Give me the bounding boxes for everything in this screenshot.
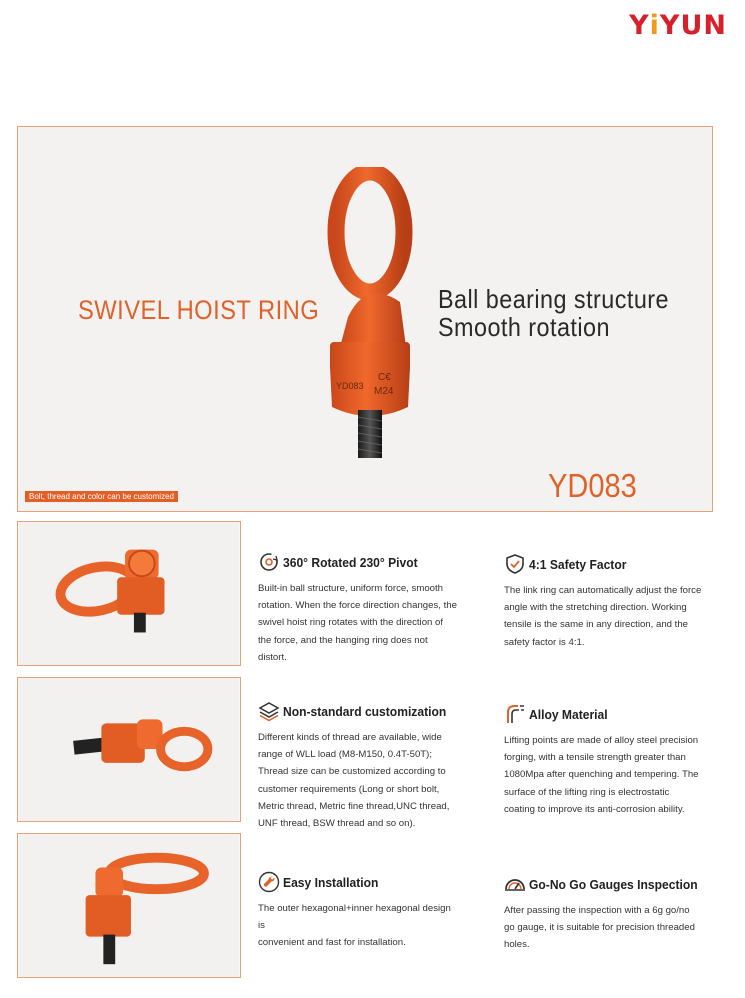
feature-installation [258, 871, 458, 952]
product-photo-3-image [18, 834, 240, 977]
feature-line: holes. [504, 939, 530, 951]
feature-line: coating to improve its anti-corrosion ability. [504, 803, 685, 815]
feature-line: rotation. When the force direction changes, the [258, 600, 457, 612]
feature-description [258, 729, 458, 832]
model-code: YD083 [548, 467, 637, 504]
product-photo-2-image [18, 678, 240, 821]
alloy-material-icon [504, 703, 526, 725]
hero-banner [17, 126, 713, 512]
feature-line: 1080Mpa after quenching and tempering. The [504, 769, 699, 781]
feature-customization [258, 700, 458, 832]
product-photo-3 [17, 833, 241, 978]
ring-size-marking: M24 [374, 386, 394, 397]
feature-safety [504, 553, 704, 651]
feature-line: The outer hexagonal+inner hexagonal design is [258, 903, 451, 932]
feature-line: UNF thread, BSW thread and so on). [258, 818, 416, 830]
feature-line: Lifting points are made of alloy steel precision [504, 735, 699, 746]
feature-title: Easy Installation [283, 874, 379, 890]
feature-line: After passing the inspection with a 6g go/no [504, 905, 690, 916]
brand-logo [629, 10, 727, 41]
product-photo-2 [17, 677, 241, 822]
customization-badge: Bolt, thread and color can be customized [25, 491, 178, 502]
ring-model-marking: YD083 [336, 381, 364, 391]
gauge-icon [504, 873, 526, 895]
feature-line: go gauge, it is suitable for precision threaded [504, 922, 695, 934]
layers-icon [258, 700, 280, 722]
feature-line: swivel hoist ring rotates with the direction of [258, 617, 444, 629]
feature-title: Go-No Go Gauges Inspection [529, 876, 698, 892]
feature-line: convenient and fast for installation. [258, 937, 406, 949]
feature-line: the force, and the hanging ring does not distort. [258, 634, 428, 663]
feature-title: 360° Rotated 230° Pivot [283, 554, 418, 570]
product-photo-1 [17, 521, 241, 666]
feature-alloy [504, 703, 704, 818]
brand-logo-text: YiYUN [629, 10, 727, 41]
feature-description [258, 580, 458, 666]
rotate-360-icon [258, 551, 280, 573]
wrench-icon [258, 871, 280, 893]
ring-ce-marking: C€ [378, 372, 391, 383]
feature-line: angle with the stretching direction. Working [504, 602, 687, 614]
feature-title: 4:1 Safety Factor [529, 556, 627, 572]
feature-line: customer requirements (Long or short bolt, [258, 783, 440, 795]
feature-title: Non-standard customization [283, 703, 447, 719]
feature-line: The link ring can automatically adjust the force [504, 585, 702, 596]
feature-rotation [258, 551, 458, 666]
feature-gauges [504, 873, 704, 954]
headline-line-2: Smooth rotation [438, 312, 610, 342]
feature-line: safety factor is 4:1. [504, 636, 585, 648]
feature-line: forging, with a tensile strength greater than [504, 752, 686, 764]
feature-line: Thread size can be customized according to [258, 766, 446, 778]
feature-title: Alloy Material [529, 706, 608, 722]
feature-line: range of WLL load (M8-M150, 0.4T-50T); [258, 749, 433, 761]
feature-line: tensile is the same in any direction, and the [504, 619, 688, 631]
feature-description [258, 900, 458, 952]
product-photo-1-image [18, 522, 240, 665]
product-name: SWIVEL HOIST RING [78, 295, 320, 325]
hero-headline [438, 285, 669, 341]
headline-line-1: Ball bearing structure [438, 284, 670, 314]
feature-description [504, 902, 704, 954]
feature-description [504, 582, 704, 651]
hoist-ring-image [308, 167, 438, 462]
feature-line: Different kinds of thread are available, wide [258, 732, 442, 743]
shield-check-icon [504, 553, 526, 575]
feature-description [504, 732, 704, 818]
feature-line: Metric thread, Metric fine thread,UNC thread, [258, 800, 450, 812]
feature-line: surface of the lifting ring is electrostatic [504, 786, 670, 798]
feature-line: Built-in ball structure, uniform force, smooth [258, 583, 444, 594]
